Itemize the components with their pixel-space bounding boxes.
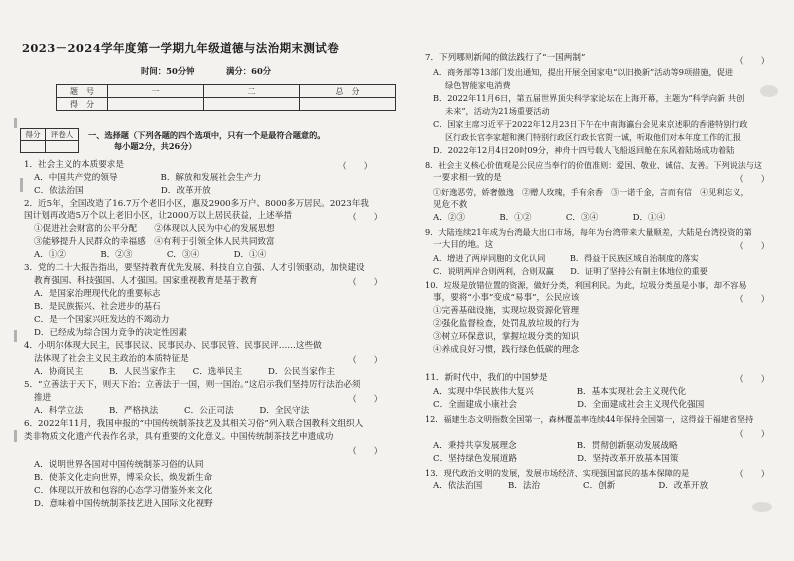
option-line: ①完善基础设施，实现垃圾资源化管理 [433, 306, 580, 316]
option-line: B．使茶文化走向世界，博采众长，焕发新生命 [34, 473, 213, 483]
option-line: A．科学立法 B．严格执法 C．公正司法 D．全民守法 [34, 406, 310, 416]
option-line: ④养成良好习惯，践行绿色低碳的理念 [433, 345, 580, 355]
score-table-score-row [57, 98, 396, 111]
option-line: A．依法治国 B．法治 C．创新 D．改革开放 [433, 481, 709, 491]
score-table-header-row [57, 85, 396, 98]
score-input-cell[interactable] [300, 98, 396, 111]
answer-blank[interactable]: （ ） [338, 162, 373, 172]
answer-blank[interactable]: （ ） [735, 295, 770, 305]
score-table-cell: 题 号 [57, 85, 108, 98]
option-line: C．体现以开放和包容的心态学习借鉴外来文化 [34, 486, 213, 496]
option-line: A．说明世界各国对中国传统制茶习俗的认同 [34, 460, 204, 470]
question-line: 一要求相一致的是 [433, 173, 502, 183]
option-line: D．意味着中国传统制茶技艺进入国际文化视野 [34, 499, 213, 509]
score-table-cell: 总 分 [300, 85, 396, 98]
answer-blank[interactable]: （ ） [735, 242, 770, 252]
question-line: 11．新时代中，我们的中国梦是 [425, 373, 548, 383]
binding-mark [14, 430, 17, 442]
option-line: A．是国家治理现代化的重要标志 [34, 289, 161, 299]
option-line: B．是民族振兴、社会进步的基石 [34, 302, 161, 312]
option-line: A．增进了两岸同胞的文化认同 B．得益于民族区域自治制度的落实 [433, 253, 699, 263]
exam-title: 2023－2024学年度第一学期九年级道德与法治期末测试卷 [22, 41, 340, 55]
binding-mark [20, 178, 23, 192]
option-line: C．是一个国家兴旺发达的不竭动力 [34, 315, 170, 325]
question-line: 8．社会主义核心价值观是公民应当奉行的价值准则：爱国、敬业、诚信、友善。下列说法与这 [425, 160, 762, 170]
option-line: C．全面建成小康社会 D．全面建成社会主义现代化强国 [433, 400, 705, 410]
question-line: 推进 [34, 393, 52, 403]
question-line: 教育强国、科技强国、人才强国。国家重视教育是基于教育 [34, 276, 258, 286]
option-line: ③树立环保意识，掌握垃圾分类的知识 [433, 332, 580, 342]
answer-blank[interactable]: （ ） [735, 470, 770, 480]
option-line: A．中国共产党的领导 B．解放和发展社会生产力 [34, 173, 262, 183]
option-line: 未来”，活动为21场重要活动 [445, 106, 550, 116]
option-line: ①好逸恶劳，娇奢傲逸 ②赠人玫瑰，手有余香 ③一诺千金，言而有信 ④见利忘义， [433, 187, 749, 197]
question-line: 7．下列哪则新闻的做法践行了“一国两制” [425, 53, 586, 63]
grader-label: 得分 [21, 129, 46, 141]
question-line: 9．大陆连续21年成为台湾最大出口市场，每年为台湾带来大量顺差，大陆是台湾投资的第 [425, 227, 752, 237]
answer-blank[interactable]: （ ） [735, 175, 770, 185]
answer-blank[interactable]: （ ） [735, 57, 770, 67]
question-line: 2．近5年，全国改造了16.7万个老旧小区，惠及2900多万户、8000多万居民。2023年我 [24, 199, 369, 209]
option-line: B．2022年11月6日，第五届世界顶尖科学家论坛在上海开幕，主题为“科学向新 共创 [433, 93, 745, 103]
section-heading-2: 每小题2分，共26分） [114, 141, 197, 151]
binding-mark [14, 118, 17, 128]
time-label: 时间：50分钟 [141, 66, 195, 76]
scan-smudge [760, 85, 778, 97]
binding-mark [14, 330, 17, 342]
option-line: A．②③ B．①② C．③④ D．①④ [433, 213, 666, 223]
option-line: D．2022年12月4日20时09分，神舟十四号载人飞船返回舱在东风着陆场成功着陆 [433, 145, 735, 155]
question-line: 12．福建生态文明指数全国第一，森林覆盖率连续44年保持全国第一，这得益于福建省坚持 [425, 414, 754, 424]
option-line: 绿色智能家电消费 [445, 80, 511, 90]
full-score-label: 满分：60分 [226, 66, 272, 76]
section-heading: 一、选择题（下列各题的四个选项中，只有一个是最符合题意的。 [88, 130, 326, 140]
option-line: A．①② B．②③ C．③④ D．①④ [34, 250, 267, 260]
score-table [56, 84, 396, 111]
score-input-cell[interactable] [108, 98, 204, 111]
score-table-cell: 二 [204, 85, 300, 98]
answer-blank[interactable]: （ ） [735, 430, 770, 440]
option-line: A．商务部等13部门发出通知，提出开展全国家电“以旧换新”活动等9项措施，促进 [433, 67, 734, 77]
score-table-cell: 得 分 [57, 98, 108, 111]
option-line: A．秉持共享发展理念 B．贯彻创新驱动发展战略 [433, 441, 678, 451]
question-line: 4．小明尔体现大民主，民事民议、民事民办、民事民管、民事民评……这些做 [24, 341, 322, 351]
option-line: C．坚持绿色发展道路 D．坚持改革开放基本国策 [433, 454, 679, 464]
score-input-cell[interactable] [204, 98, 300, 111]
answer-blank[interactable]: （ ） [348, 356, 383, 366]
option-line: 见危不救 [433, 200, 468, 210]
question-line: 事，要将“小事”变成“易事”，公民应该 [433, 293, 580, 303]
question-line: 3．党的二十大报告指出，要坚持教育优先发展、科技自立自强、人才引领驱动，加快建设 [24, 263, 365, 273]
option-line: A．协商民主 B．人民当家作主 C．选举民主 D．公民当家作主 [34, 367, 335, 377]
option-line: 区行政长官李家超和澳门特别行政区行政长官贺一诚，听取他们对本年度工作的汇报 [445, 133, 741, 142]
answer-blank[interactable]: （ ） [348, 447, 383, 457]
option-line: C．国家主席习近平于2022年12月23日下午在中南海瀛台会见来京述职的香港特别行政 [433, 119, 748, 129]
option-line: C．依法治国 D．改革开放 [34, 186, 211, 196]
question-line: 类非物质文化遗产代表作名录，具有重要的文化意义。中国传统制茶技艺申遗成功 [24, 432, 334, 442]
question-line: 法体现了社会主义民主政治的本质特征是 [34, 354, 189, 364]
scan-smudge [752, 502, 772, 512]
option-line: ③能够提升人民群众的幸福感 ④有利于引领全体人民共同致富 [34, 237, 275, 247]
grader-label: 评卷人 [46, 129, 79, 141]
answer-blank[interactable]: （ ） [348, 278, 383, 288]
grader-input-cell[interactable] [21, 141, 46, 153]
question-line: 一大目的地。这 [433, 240, 494, 250]
answer-blank[interactable]: （ ） [348, 395, 383, 405]
question-line: 5．“立善法于天下，则天下治；立善法于一国，则一国治。”这启示我们坚持厉行法治必须 [24, 380, 361, 390]
option-line: A．实现中华民族伟大复兴 B．基本实现社会主义现代化 [433, 387, 687, 397]
grader-input-cell[interactable] [46, 141, 79, 153]
option-line: ①促进社会财富的公平分配 ②体现以人民为中心的发展思想 [34, 224, 275, 234]
question-line: 13．现代政治文明的发展，发展市场经济、实现强国富民的基本保障的是 [425, 468, 690, 478]
answer-blank[interactable]: （ ） [348, 213, 383, 223]
score-table-cell: 一 [108, 85, 204, 98]
option-line: D．已经成为综合国力竞争的决定性因素 [34, 328, 187, 338]
question-line: 6．2022年11月，我国申报的“中国传统制茶技艺及其相关习俗”列入联合国教科文组织人 [24, 419, 364, 429]
question-line: 国计划再改造5万个以上老旧小区，让2000万以上居民获益，上述举措 [24, 211, 292, 221]
question-line: 10．垃圾是放错位置的资源，做好分类，利国利民。为此，垃圾分类虽是小事，却不容易 [425, 280, 747, 290]
question-line: 1．社会主义的本质要求是 [24, 160, 124, 170]
option-line: C．说明两岸合则两利，合则双赢 D．证明了坚持公有制主体地位的重要 [433, 266, 708, 276]
option-line: ②强化监督检查，处罚乱放垃圾的行为 [433, 319, 580, 329]
grader-box [20, 128, 79, 153]
answer-blank[interactable]: （ ） [735, 375, 770, 385]
